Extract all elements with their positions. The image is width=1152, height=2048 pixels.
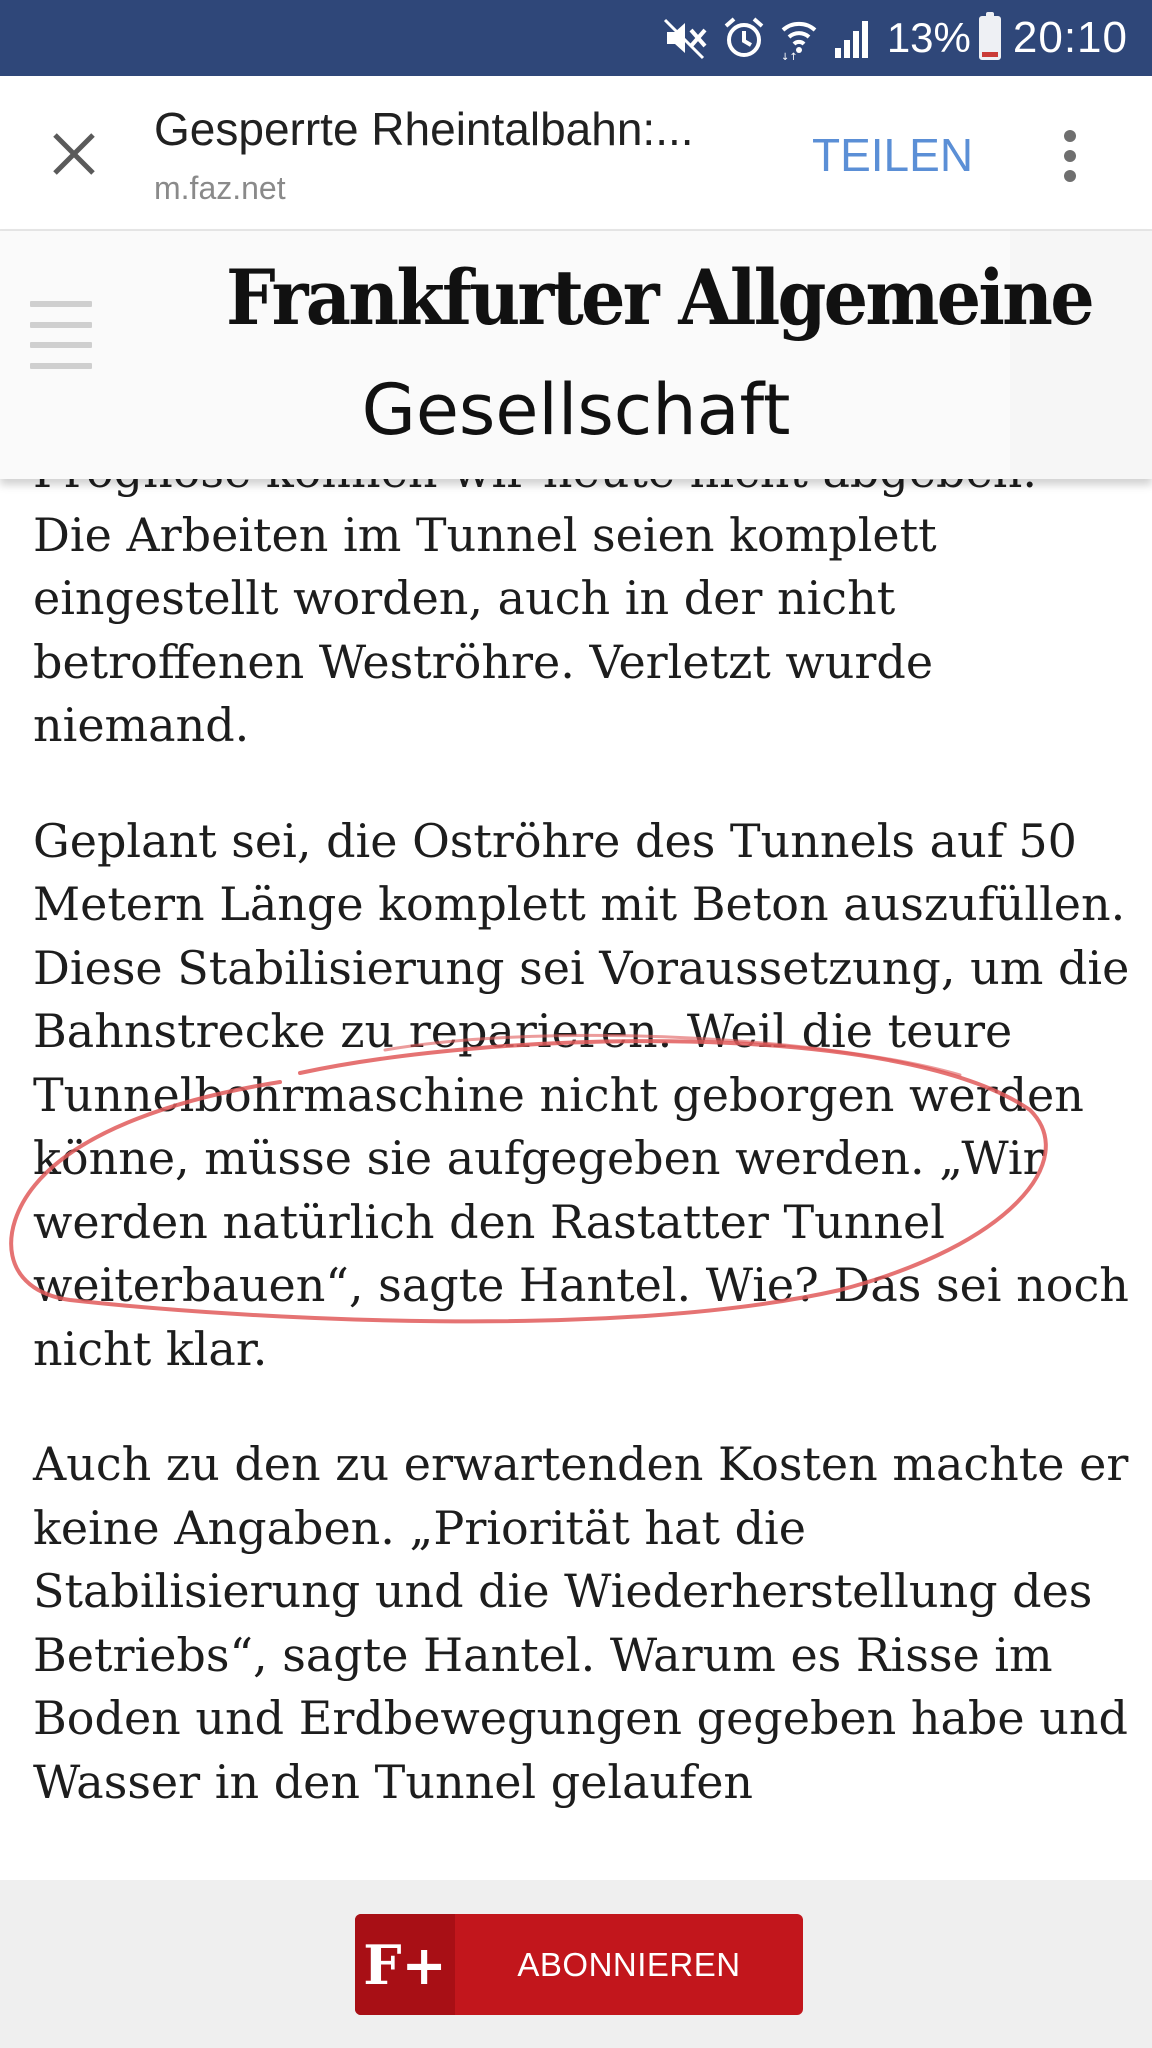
faz-logo[interactable]: Frankfurter Allgemeine [226, 253, 1092, 342]
close-icon [51, 131, 97, 177]
close-button[interactable] [38, 118, 110, 190]
article-paragraph: Die Arbeiten im Tunnel seien komplett eingestellt worden, auch in der nicht betroffenen Weströhre. Verletzt wurde niemand. [33, 507, 937, 752]
clock: 20:10 [1012, 13, 1128, 62]
article-body [33, 440, 1133, 1866]
article-paragraph: Auch zu den zu erwartenden Kosten machte er keine Angaben. „Priorität hat die Stabilisierung und die Wiederherstellung des Betriebs“, sagte Hantel. Warum es Risse im Boden und Erdbewegungen gegeben habe und Wasser in den Tunnel gelaufen [33, 1437, 1129, 1809]
status-bar [0, 0, 1152, 76]
subscribe-button[interactable] [355, 1914, 803, 2015]
wifi-icon [779, 16, 819, 60]
svg-text:↓↑: ↓↑ [780, 52, 798, 60]
status-icons [663, 0, 1128, 76]
browser-toolbar [0, 76, 1152, 231]
hamburger-menu-icon[interactable] [30, 301, 92, 369]
section-title: Gesellschaft [361, 369, 791, 451]
more-vertical-icon [1060, 128, 1080, 184]
subscribe-label: ABONNIEREN [517, 1945, 741, 1983]
share-button[interactable]: TEILEN [812, 129, 974, 181]
mute-icon [663, 16, 709, 60]
signal-icon [833, 18, 873, 58]
battery-icon [979, 16, 1001, 60]
article-paragraph: Geplant sei, die Oströhre des Tunnels auf 50 Metern Länge komplett mit Beton auszufüllen. Diese Stabilisierung sei Voraussetzung, um die Bahnstrecke zu reparieren. Weil die teure Tunnelbohrmaschine nicht geborgen werden könne, müsse sie aufgegeben werden. „Wir werden natürlich den Rastatter Tunnel weiterbauen“, sagte Hantel. Wie? Das sei noch nicht klar. [33, 813, 1130, 1376]
battery-level-fill [982, 52, 998, 57]
more-options-button[interactable] [1040, 120, 1100, 192]
site-header [0, 231, 1152, 479]
hamburger-line [30, 322, 92, 328]
alarm-icon [723, 16, 765, 60]
hamburger-line [30, 342, 92, 348]
subscribe-bar [0, 1880, 1152, 2048]
page-title: Gesperrte Rheintalbahn:... [154, 103, 694, 155]
hamburger-line [30, 301, 92, 307]
faz-plus-icon: F+ [355, 1914, 455, 2015]
battery-percentage: 13% [886, 14, 971, 61]
page-url: m.faz.net [154, 170, 286, 206]
